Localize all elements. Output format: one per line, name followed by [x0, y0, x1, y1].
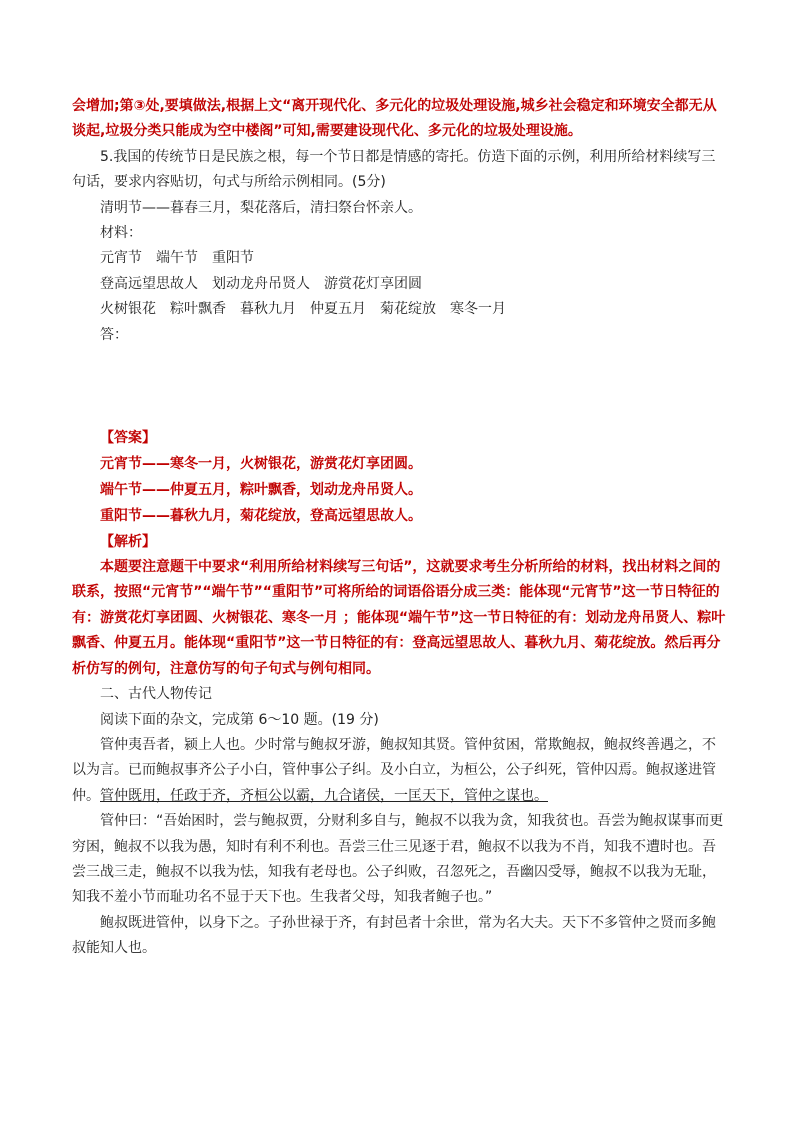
passage-paragraph-1: [72, 733, 727, 809]
reading-instruction: 阅读下面的杂文，完成第 6～10 题。(19 分): [100, 711, 379, 728]
material-line-3: 火树银花 粽叶飘香 暮秋九月 仲夏五月 菊花绽放 寒冬一月: [100, 301, 506, 318]
material-line-2: 登高远望思故人 划动龙舟吊贤人 游赏花灯享团圆: [100, 275, 422, 292]
material-label: 材料：: [100, 225, 142, 242]
answer-line-3: 重阳节——暮秋九月，菊花绽放，登高远望思故人。: [100, 508, 422, 525]
passage-p1-text: 管仲夷吾者，颍上人也。少时常与鲍叔牙游，鲍叔知其贤。管仲贫困，常欺鲍叔，鲍叔终善遇之，不以为言。已而鲍叔事齐公子小白，管仲事公子纠。及小白立，为桓公，公子纠死，管仲囚焉。鲍叔遂进管仲。: [72, 736, 716, 804]
answer-line-2: 端午节——仲夏五月，粽叶飘香，划动龙舟吊贤人。: [100, 482, 422, 499]
document-page: [72, 94, 727, 962]
intro-red-text: 会增加;第③处,要填做法,根据上文“离开现代化、多元化的垃圾处理设施,城乡社会稳定和环境安全都无从谈起,垃圾分类只能成为空中楼阁”可知,需要建设现代化、多元化的垃圾处理设施。: [72, 98, 717, 140]
analysis-label: 【解析】: [100, 534, 156, 551]
example-sentence: 清明节——暮春三月，梨花落后，清扫祭台怀亲人。: [100, 199, 422, 216]
underlined-sentence: 管仲既用，任政于齐，齐桓公以霸，九合诸侯，一匡天下，管仲之谋也。: [100, 787, 548, 804]
answer-space: [72, 348, 727, 425]
answer-line-1: 元宵节——寒冬一月，火树银花，游赏花灯享团圆。: [100, 456, 422, 473]
question-5: 5.我国的传统节日是民族之根，每一个节日都是情感的寄托。仿造下面的示例，利用所给材料续写三句话，要求内容贴切，句式与所给示例相同。(5分): [72, 148, 716, 191]
passage-paragraph-3: 鲍叔既进管仲，以身下之。子孙世禄于齐，有封邑者十余世，常为名大夫。天下不多管仲之贤而多鲍叔能知人也。: [72, 914, 716, 957]
passage-paragraph-2: 管仲曰：“吾始困时，尝与鲍叔贾，分财利多自与，鲍叔不以我为贪，知我贫也。吾尝为鲍叔谋事而更穷困，鲍叔不以我为愚，知时有利不利也。吾尝三仕三见逐于君，鲍叔不以我为不肖，知我不遭时也。吾尝三战三走，鲍叔不以我为怯，知我有老母也。公子纠败，召忽死之，吾幽囚受辱，鲍叔不以我为无耻，知我不羞小节而耻功名不显于天下也。生我者父母，知我者鲍子也。”: [72, 813, 724, 906]
section-title: 二、古代人物传记: [100, 686, 212, 703]
answer-label: 【答案】: [100, 430, 156, 447]
material-line-1: 元宵节 端午节 重阳节: [100, 250, 254, 267]
answer-blank-label: 答：: [100, 326, 128, 343]
analysis-text: 本题要注意题干中要求“利用所给材料续写三句话”，这就要求考生分析所给的材料，找出材料之间的联系，按照“元宵节”“端午节”“重阳节”可将所给的词语俗语分成三类：能体现“元宵节”这一节日特征的有：游赏花灯享团圆、火树银花、寒冬一月 ；能体现“端午节”这一节日特征的有：划动龙舟吊贤人、粽叶飘香、仲夏五月。能体现“重阳节”这一节日特征的有：登高远望思故人、暮秋九月、菊花绽放。然后再分析仿写的例句，注意仿写的句子句式与例句相同。: [72, 559, 726, 677]
